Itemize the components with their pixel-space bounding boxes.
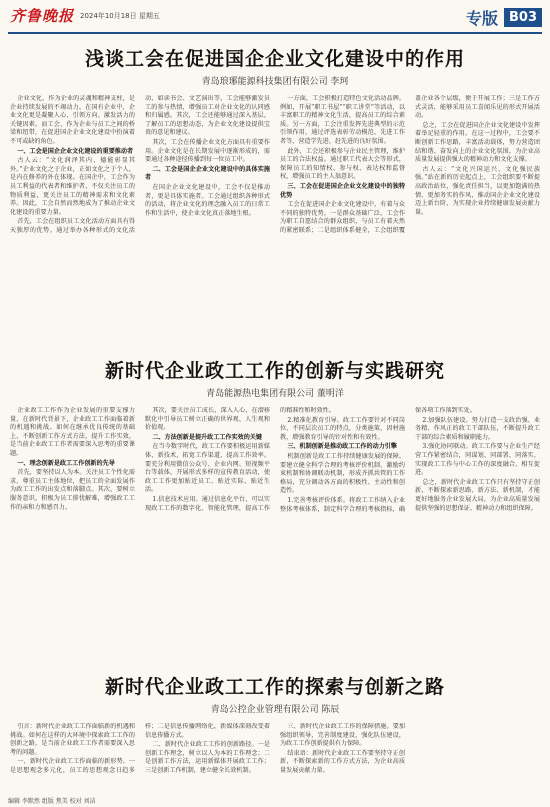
article-political-work-innovation [10,356,540,661]
article-paragraph: 2.精准化教育引导。政工工作要针对不同岗位、不同层次员工的特点，分类施策，因材施教，增强教育引导的针对性和有效性。 [280,416,405,441]
article-paragraph: 总之，新时代企业政工工作只有坚持守正创新，不断探索新思路、新方法、新机制，才能更好地服务企业发展大局，为企业高质量发展提供坚强的思想保证、精神动力和组织保障。 [415,478,540,512]
article-byline: 青岛公控企业管理有限公司 陈辰 [210,705,340,715]
page-label [466,5,542,29]
special-page-label: 专版 [465,8,498,28]
article-paragraph: 古人云：“文化润泽其内，德能彰显其外。”企业文化之于企业，正如文化之于个人，是内在修养的外在体现。在国企中，工会作为员工利益的代表者和维护者，不仅关注员工的物质利益，更关注员工的精神需求和文化素养。因此，工会自然而然地成为了推动企业文化建设的重要力量。 [10,157,135,216]
article-paragraph: 2.加强队伍建设。努力打造一支政治强、业务精、作风正的政工干部队伍，不断提升政工干部的综合素质和履职能力。 [415,416,540,441]
page-number-badge: B03 [504,8,542,27]
article-body [10,407,540,663]
article-paragraph: 企业文化，作为企业的灵魂和精神支柱，是企业持续发展的不竭动力。在国有企业中，企业文化更是凝聚人心、引领方向、激发活力的关键因素。而工会，作为企业与员工之间的桥梁和纽带，在促进国企企业文化建设中扮演着不可或缺的角色。 [10,95,135,145]
article-paragraph: 总之，工会在促进国企企业文化建设中发挥着举足轻重的作用。在这一过程中，工会要不断创新工作思路，丰富活动载体，努力营造团结和谐、奋发向上的企业文化氛围，为企业高质量发展提供强大的精神动力和文化支撑。 [415,121,540,164]
article-headline: 新时代企业政工工作的探索与创新之路 [104,676,445,698]
article-paragraph: 1.完善考核评价体系。将政工工作纳入企业整体考核体系，制定科学合理的考核指标，确保各项工作落到实处。 [280,407,476,513]
article-subheading: 二、方法创新是提升政工工作实效的关键 [152,433,262,441]
article-body [10,723,540,799]
page-credits: 编辑 李默然 组版 焦美 校对 刘洁 [8,798,96,805]
article-paragraph: 此外，工会还积极参与企业民主管理，维护员工的合法权益。通过职工代表大会等形式，保障员工的知情权、参与权、表达权和监督权，增强员工的主人翁意识。 [280,147,405,181]
article-enterprise-culture [10,40,540,350]
masthead-divider [8,32,542,34]
article-subheading: 一、理念创新是政工工作创新的先导 [17,459,115,467]
article-paragraph: 二、新时代企业政工工作的创新路径。一是创新工作理念，树立以人为本的工作理念；二是创新工作方法，运用新媒体开展政工工作；三是创新工作机制，建立健全长效机制。 [145,741,270,774]
article-political-work-exploration [10,672,540,792]
article-paragraph: 首先，要坚持以人为本。关注员工个性化需求，尊重员工主体地位，把员工的全面发展作为政工工作的出发点和落脚点。其次，要树立服务意识，积极为员工排忧解难，增强政工工作的亲和力和感召力。 [10,469,135,511]
article-headline: 浅谈工会在促进国企企业文化建设中的作用 [84,48,465,70]
article-paragraph: 3.强化协同联动。政工工作要与企业生产经营工作紧密结合，同谋划、同部署、同落实，实现政工工作与中心工作的深度融合、相互促进。 [415,443,540,477]
article-paragraph: 其次，要关注员工成长，深入人心，在潜移默化中引导员工树立正确的世界观、人生观和价值观。 [145,407,270,432]
article-paragraph: 三、新时代企业政工工作的保障措施。要加强组织领导，完善制度建设，强化队伍建设，为政工工作创新提供有力保障。 [280,723,405,748]
article-subheading: 三、机制创新是推动政工工作的动力引擎 [287,443,397,451]
article-paragraph: 引言：新时代企业政工工作面临新的机遇和挑战。如何在这样的大环境中探索政工工作的创新之路，是当前企业政工工作者需要深入思考的问题。 [10,723,135,756]
newspaper-logo: 齐鲁晚报 [10,7,75,25]
article-paragraph: 在当今数字时代，政工工作要积极运用新媒体、新技术，拓宽工作渠道，提高工作效率。要充分利用微信公众号、企业内网、短视频平台等载体，开展形式多样的宣传教育活动，使政工工作更加贴近员工、贴近实际、贴近生活。 [145,443,270,494]
article-paragraph: 机制创新是政工工作持续健康发展的保障。要建立健全科学合理的考核评价机制、激励约束机制和协调联动机制，形成齐抓共管的工作格局，充分调动各方面的积极性、主动性和创造性。 [280,452,405,495]
article-body [10,95,540,350]
article-paragraph: 一、新时代企业政工工作面临的新形势。一是思想观念多元化，员工的思想观念日趋多样；二是信息传播网络化，新媒体深刻改变着信息传播方式。 [10,723,270,774]
issue-date: 2024年10月18日 星期五 [80,12,160,20]
article-subheading: 三、工会在促进国企企业文化建设中的独特优势 [280,182,405,199]
masthead [0,0,550,34]
article-paragraph: 在国企企业文化建设中，工会不仅是推动者，更是具体实施者。工会通过组织各种形式的活动，将企业文化的理念融入员工的日常工作和生活中，使企业文化真正落地生根。 [145,183,270,217]
article-paragraph: 1.信息技术应用。通过信息化平台，可以实现政工工作的数字化、智能化管理，提高工作的精准性和时效性。 [145,407,335,512]
article-byline: 青岛能源热电集团有限公司 董明洋 [206,389,344,399]
article-paragraph: 企业政工工作作为企业发展的重要支撑力量，在新时代背景下，企业政工工作面临着新的机遇和挑战。如何在继承优良传统的基础上，不断创新工作方式方法，提升工作实效，是当前企业政工工作者需要深入思考的重要课题。 [10,407,135,457]
article-subheading: 一、工会是国企企业文化建设的重要推动者 [17,147,134,155]
article-paragraph: 结束语：新时代企业政工工作要坚持守正创新，不断探索新的工作方式方法，为企业高质量发展贡献力量。 [280,749,405,774]
article-paragraph: 一方面，工会积极打造特色文化活动品牌。例如，开展“职工书屋”“职工讲堂”等活动，以丰富职工的精神文化生活，提高员工的综合素质。另一方面，工会注重发挥先进典型的示范引领作用，通过评选表彰劳动模范、先进工作者等，营造学先进、赶先进的良好氛围。 [280,95,405,145]
article-paragraph: 其次，工会在传播企业文化方面具有重要作用。企业文化是在长期发展中逐渐形成的，需要通过各种途径传播到每一位员工中。 [145,138,270,164]
article-subheading: 二、工会是国企企业文化建设中的具体实施者 [145,165,270,182]
article-headline: 新时代企业政工工作的创新与实践研究 [104,360,445,382]
article-paragraph: 首先，工会在组织员工文化活动方面具有得天独厚的优势。通过举办各种形式的文化活动，如读书会、文艺演出等，工会能够激发员工的参与热情，增强员工对企业文化的认同感和归属感。其次，工会还能够通过深入基层，了解员工的思想动态，为企业文化建设提供宝贵的意见和建议。 [10,95,270,234]
article-paragraph: 古人云：“文化兴国运兴，文化强民族强。”站在新的历史起点上，工会组织要不断提高政治站位，强化责任担当，以更加饱满的热情、更加务实的作风，推动国企企业文化建设迈上新台阶，为实现企业持续健康发展贡献力量。 [415,165,540,216]
article-paragraph: 工会在促进国企企业文化建设中，有着与众不同的独特优势。一是群众基础广泛，工会作为职工自愿结合的群众组织，与员工有着天然的紧密联系；二是组织体系健全，工会组织覆盖企业各个层级，便于开展工作；三是工作方式灵活，能够采用员工喜闻乐见的形式开展活动。 [280,95,540,234]
article-byline: 青岛琅琊能源科技集团有限公司 李珂 [201,77,349,87]
